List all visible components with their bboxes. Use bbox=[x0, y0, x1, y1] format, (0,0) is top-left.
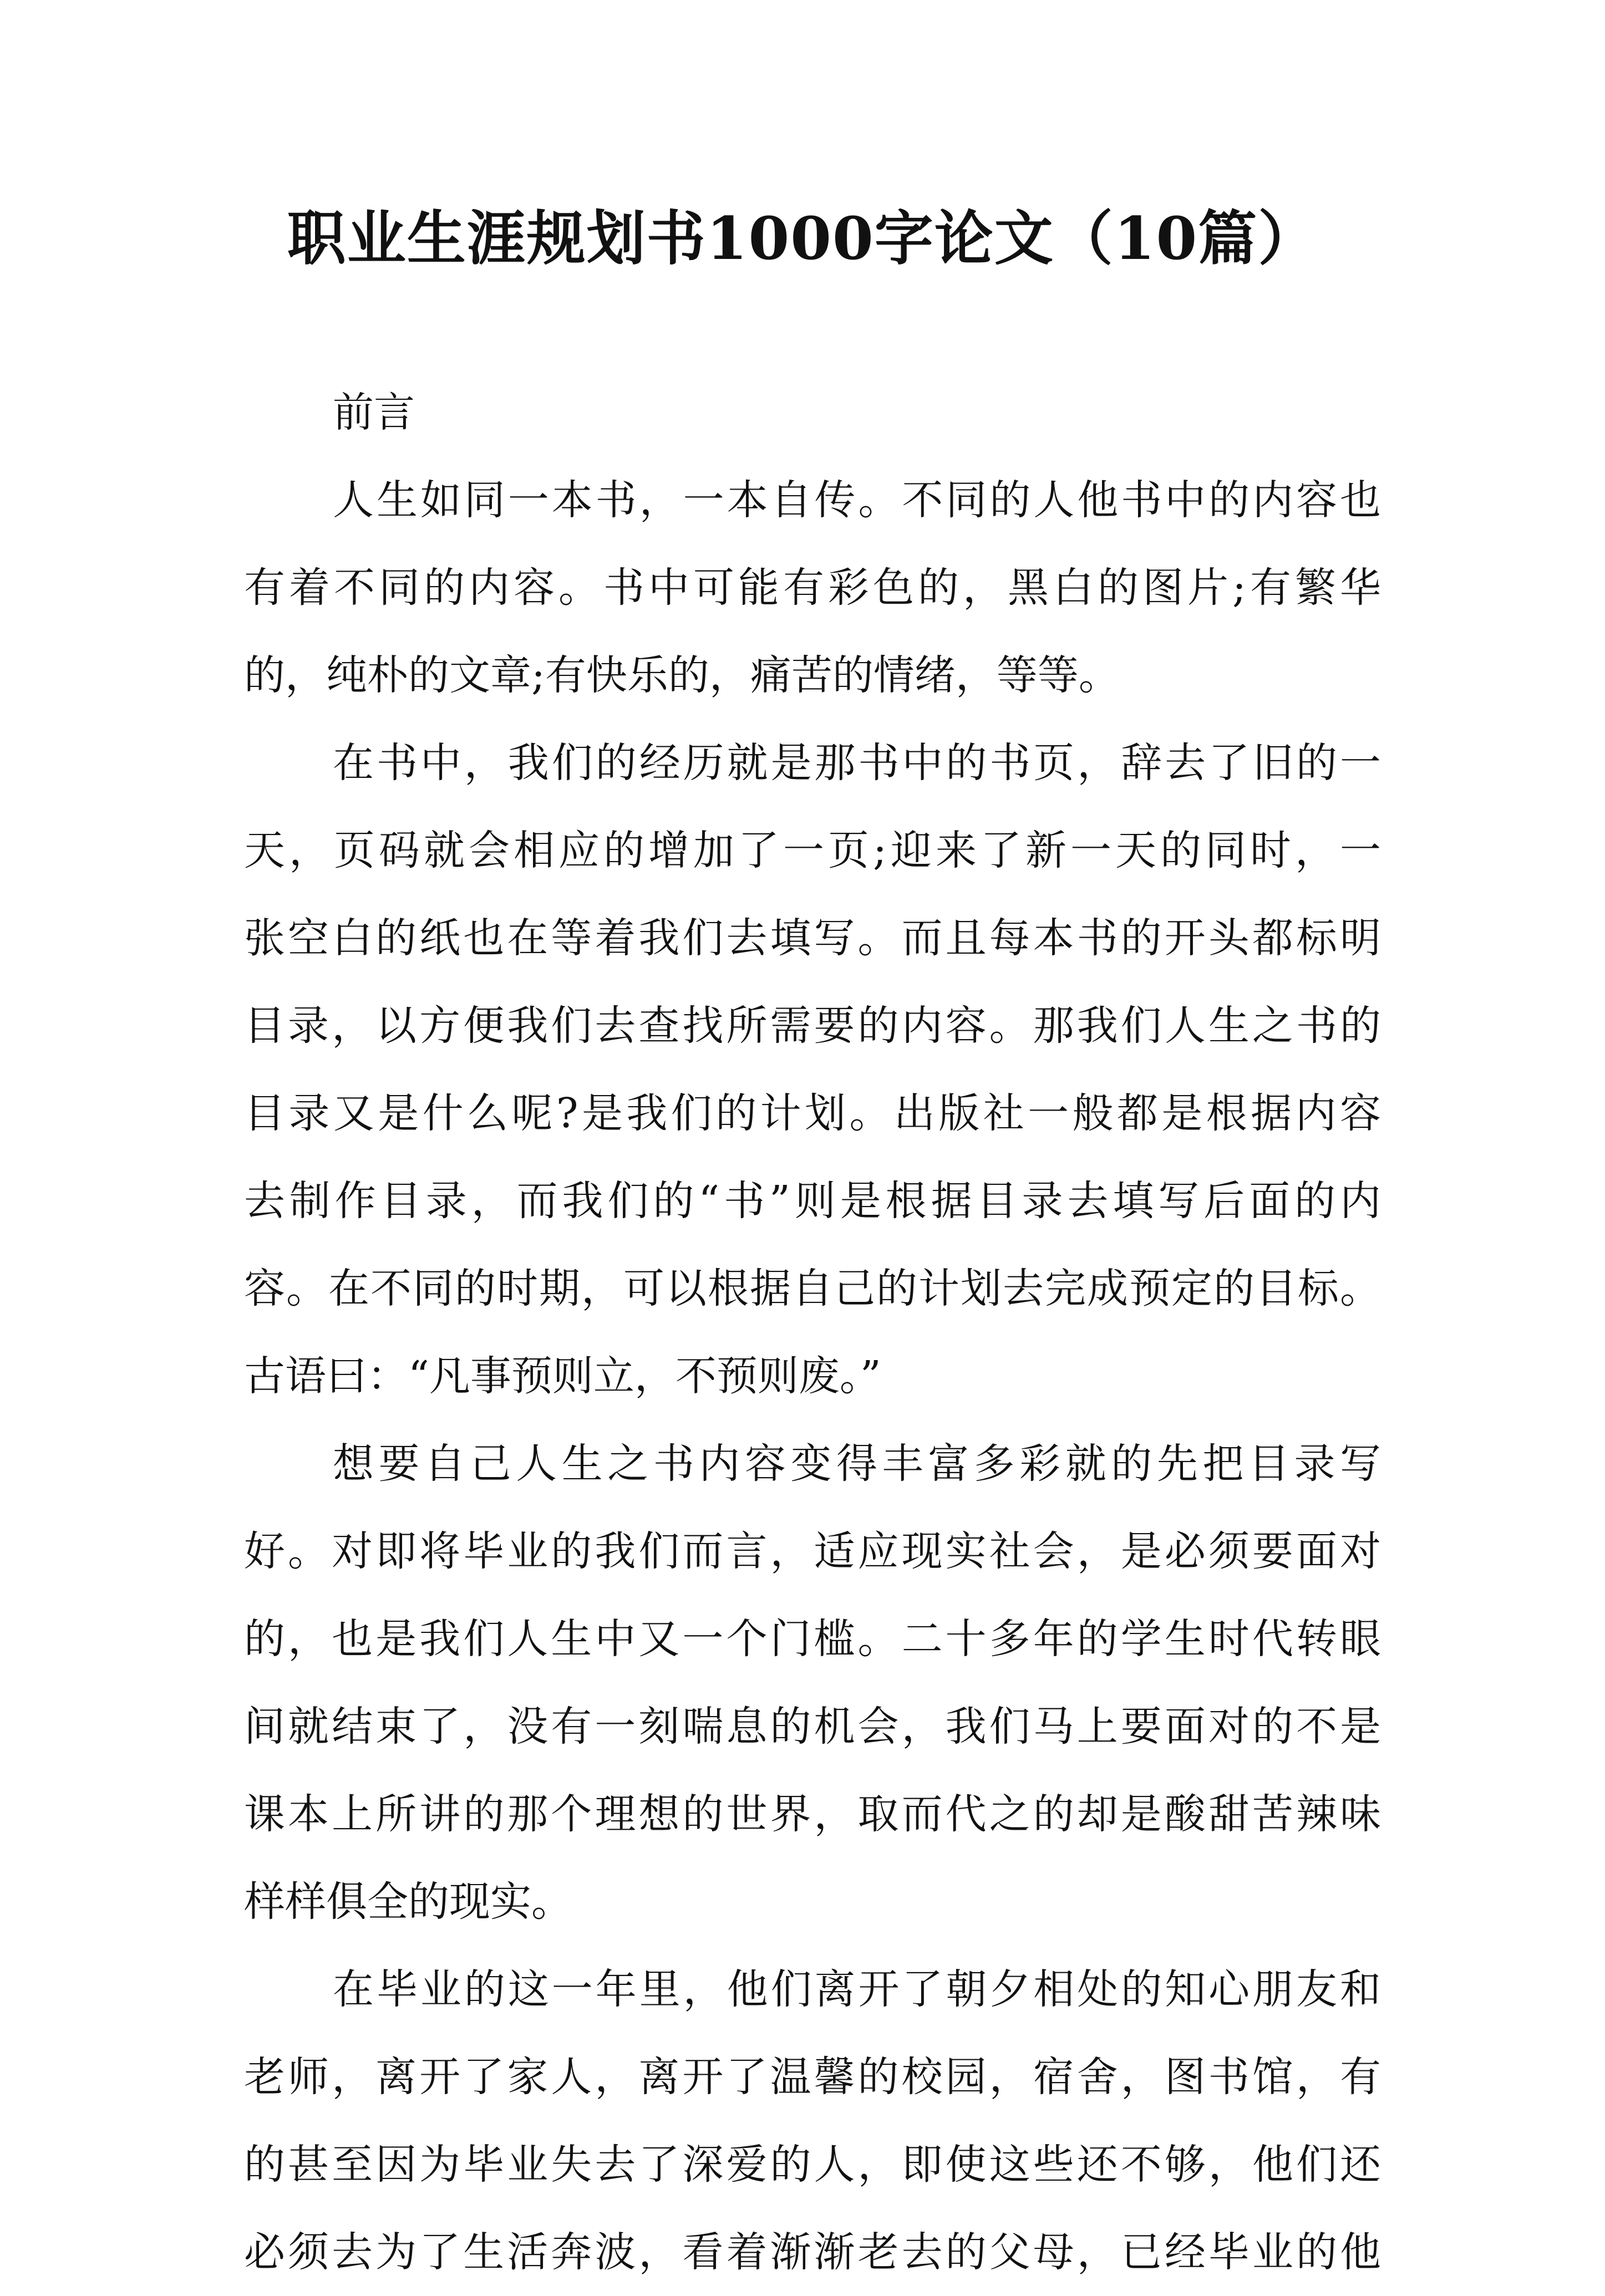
document-title: 职业生涯规划书1000字论文（10篇） bbox=[287, 203, 1318, 273]
paragraph-line: 在书中，我们的经历就是那书中的书页，辞去了旧的一 bbox=[333, 739, 1381, 787]
paragraph-line: 老师，离开了家人，离开了温馨的校园，宿舍，图书馆，有 bbox=[244, 2053, 1381, 2101]
paragraph-line: 去制作目录，而我们的“书”则是根据目录去填写后面的内 bbox=[244, 1177, 1381, 1225]
paragraph-line: 必须去为了生活奔波，看着渐渐老去的父母，已经毕业的他 bbox=[244, 2228, 1381, 2276]
paragraph-line: 课本上所讲的那个理想的世界，取而代之的却是酸甜苦辣味 bbox=[244, 1790, 1381, 1838]
paragraph-line: 目录又是什么呢?是我们的计划。出版社一般都是根据内容 bbox=[244, 1090, 1381, 1137]
paragraph-line: 古语曰：“凡事预则立，不预则废。” bbox=[244, 1352, 881, 1400]
paragraph-line: 容。在不同的时期，可以根据自己的计划去完成预定的目标。 bbox=[244, 1265, 1381, 1312]
paragraph-line: 的，纯朴的文章;有快乐的，痛苦的情绪，等等。 bbox=[244, 651, 1120, 699]
paragraph-line: 天，页码就会相应的增加了一页;迎来了新一天的同时，一 bbox=[244, 827, 1381, 874]
paragraph-line: 张空白的纸也在等着我们去填写。而且每本书的开头都标明 bbox=[244, 914, 1381, 962]
paragraph-line: 的，也是我们人生中又一个门槛。二十多年的学生时代转眼 bbox=[244, 1615, 1381, 1663]
paragraph-line: 有着不同的内容。书中可能有彩色的，黑白的图片;有繁华 bbox=[244, 564, 1381, 612]
paragraph-line: 目录，以方便我们去查找所需要的内容。那我们人生之书的 bbox=[244, 1002, 1381, 1050]
paragraph-line: 样样俱全的现实。 bbox=[244, 1878, 572, 1926]
paragraph-line: 人生如同一本书，一本自传。不同的人他书中的内容也 bbox=[333, 476, 1381, 524]
section-heading-preface: 前言 bbox=[333, 389, 415, 436]
paragraph-line: 在毕业的这一年里，他们离开了朝夕相处的知心朋友和 bbox=[333, 1966, 1381, 2013]
paragraph-line: 好。对即将毕业的我们而言，适应现实社会，是必须要面对 bbox=[244, 1528, 1381, 1575]
paragraph-line: 想要自己人生之书内容变得丰富多彩就的先把目录写 bbox=[333, 1440, 1381, 1488]
paragraph-line: 间就结束了，没有一刻喘息的机会，我们马上要面对的不是 bbox=[244, 1703, 1381, 1750]
paragraph-line: 的甚至因为毕业失去了深爱的人，即使这些还不够，他们还 bbox=[244, 2141, 1381, 2188]
document-body bbox=[244, 369, 1381, 2296]
